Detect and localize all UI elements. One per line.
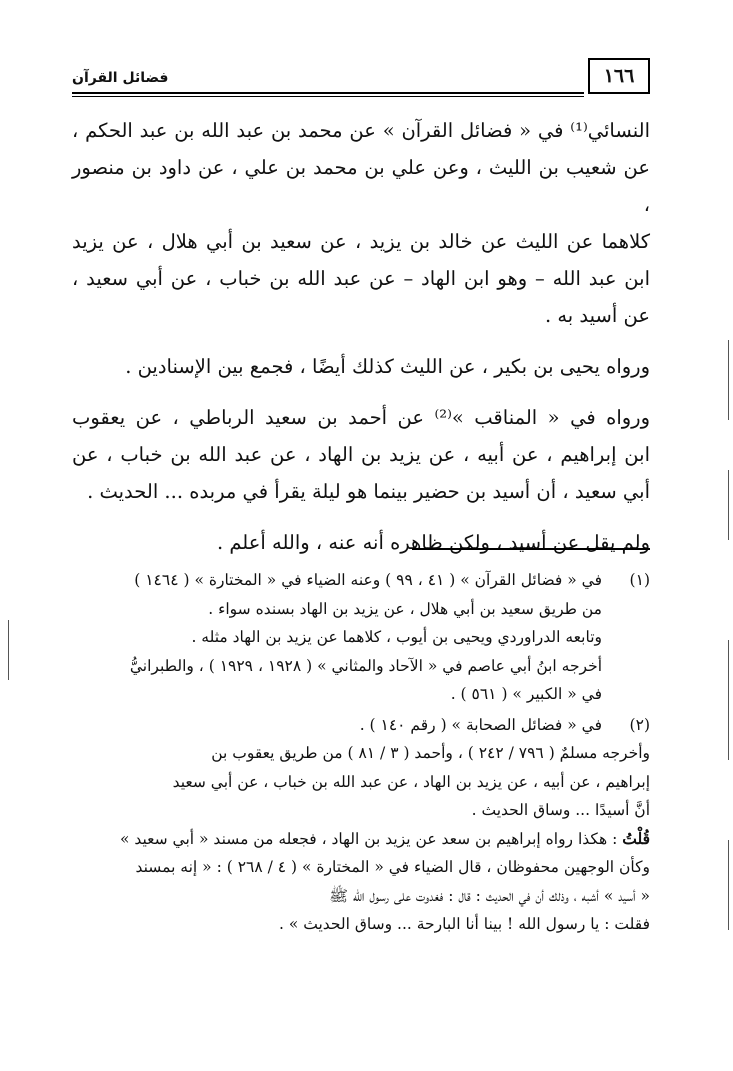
footnote-2 [72,711,650,740]
main-text [72,112,650,561]
text-line: عن أسيد به . [544,304,650,327]
footnote-line: إبراهيم ، عن أبيه ، عن يزيد بن الهاد ، عن عبد الله بن خباب ، عن أبي سعيد [172,772,650,791]
footnote-2-continued [72,739,650,939]
footnote-number: (١) [629,571,650,589]
footnote-line: وكأن الوجهين محفوظان ، قال الضياء في « المختارة » ( ٤ / ٢٦٨ ) : « إنه بمسند [135,858,650,876]
header-rule-thin [72,96,584,97]
paragraph-3 [72,399,650,510]
footnote-1 [72,566,650,709]
page-header [72,58,650,98]
footnote-line: في « الكبير » ( ٥٦١ ) . [450,685,602,703]
text-line: عن شعيب بن الليث ، وعن علي بن محمد بن علي ، عن داود بن منصور ، [72,156,650,216]
paragraph-4 [72,524,650,561]
qultu-label: قُلْتُ [622,828,650,848]
scan-margin-line [728,640,729,760]
text-line: ولم يقل عن أسيد ، ولكن ظاهره أنه عنه ، والله أعلم . [216,531,650,554]
footnote-text: : هكذا رواه إبراهيم بن سعد عن يزيد بن الهاد ، فجعله من مسند « أبي سعيد » [119,829,623,848]
footnote-line: فقلت : يا رسول الله ! بينا أنا البارحة ... وساق الحديث » . [278,915,650,933]
footnote-line: أنَّ أسيدًا ... وساق الحديث . [471,801,650,819]
footnote-number: (٢) [629,715,650,734]
paragraph-2 [72,348,650,385]
paragraph-1 [72,112,650,334]
text-line: أبي سعيد ، أن أسيد بن حضير بينما هو ليلة يقرأ في مربده ... الحديث . [87,480,650,503]
footnote-separator [412,548,650,550]
footnote-line: من طريق سعيد بن أبي هلال ، عن يزيد بن الهاد بسنده سواء . [208,599,602,618]
footnote-line: وتابعه الدراوردي ويحيى بن أيوب ، كلاهما عن يزيد بن الهاد مثله . [191,628,602,646]
footnote-line: في « فضائل القرآن » ( ٤١ ، ٩٩ ) وعنه الضياء في « المختارة » ( ١٤٦٤ ) [134,571,602,589]
text-line: ورواه في « المناقب »⁽²⁾ عن أحمد بن سعيد الرباطي ، عن يعقوب [72,406,650,429]
footnote-line: أخرجه ابنُ أبي عاصم في « الآحاد والمثاني » ( ١٩٢٨ ، ١٩٢٩ ) ، والطبرانيُّ [129,656,602,675]
scan-margin-line [8,620,9,680]
page-number: ١٦٦ [588,58,650,94]
footnote-line: « أسيد » أشبه ، وذلك أن في الحديث : قال : فغدوت على رسول الله ﷺ [329,886,650,905]
scan-margin-line [728,470,729,540]
text-line: النسائي⁽¹⁾ في « فضائل القرآن » عن محمد بن عبد الله بن عبد الحكم ، [72,119,650,142]
qultu-line [72,825,650,854]
running-title: فضائل القرآن [72,70,169,86]
text-line: ابن عبد الله – وهو ابن الهاد – عن عبد الله بن خباب ، عن أبي سعيد ، [72,267,650,290]
footnotes [72,566,650,939]
footnote-line: وأخرجه مسلمٌ ( ٧٩٦ / ٢٤٢ ) ، وأحمد ( ٣ / ٨١ ) من طريق يعقوب بن [211,744,650,762]
text-line: ورواه يحيى بن بكير ، عن الليث كذلك أيضًا ، فجمع بين الإسنادين . [125,355,650,378]
scan-margin-line [728,340,729,420]
text-line: كلاهما عن الليث عن خالد بن يزيد ، عن سعيد بن أبي هلال ، عن يزيد [72,230,650,253]
header-rule [72,92,584,94]
text-line: ابن إبراهيم ، عن أبيه ، عن يزيد بن الهاد ، عن عبد الله بن خباب ، عن [72,443,650,466]
footnote-line: في « فضائل الصحابة » ( رقم ١٤٠ ) . [359,715,602,734]
scan-margin-line [728,840,729,930]
